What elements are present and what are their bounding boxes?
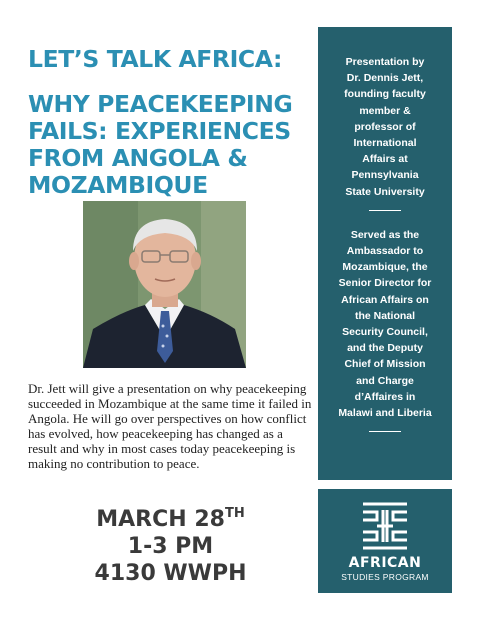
event-location: 4130 WWPH: [94, 561, 247, 586]
presenter-line: Presentation by: [345, 56, 425, 68]
bio-line: Security Council,: [342, 326, 428, 339]
bio-line: Ambassador to: [346, 245, 424, 258]
event-description: Dr. Jett will give a presentation on why peacekeeping succeeded in Mozambique at the same time it failed in Angola. He will go over perspectives on how conflict has evolved, how peacekeeping has changed as a result and why in most cases today peacekeeping is making no contribution to peace.: [28, 381, 312, 472]
event-details: [28, 500, 313, 587]
speaker-photo: [83, 201, 246, 368]
bio-line: African Affairs on: [341, 293, 429, 306]
logo-name: AFRICAN: [348, 555, 422, 571]
presenter-line: Pennsylvania: [351, 169, 419, 182]
bio-line: d’Affaires in: [354, 390, 416, 403]
speaker-sidebar: [318, 27, 452, 480]
sidebar-divider: [369, 210, 401, 211]
speaker-bio: [326, 227, 444, 421]
event-date-text: MARCH 28: [96, 507, 225, 532]
bio-line: and the Deputy: [347, 342, 423, 355]
speaker-portrait-image: [83, 201, 246, 368]
presenter-line: professor of: [354, 120, 416, 133]
presenter-line: founding faculty: [344, 88, 426, 101]
bio-line: the National: [354, 309, 416, 322]
bio-line: Malawi and Liberia: [338, 407, 432, 420]
talk-title-line-2: FAILS: EXPERIENCES: [28, 117, 291, 145]
presenter-line: International: [353, 137, 417, 150]
event-date-suffix: TH: [224, 506, 245, 521]
presenter-line: member &: [359, 104, 411, 117]
event-time: 1-3 PM: [127, 534, 214, 559]
presenter-line: Affairs at: [362, 153, 408, 166]
event-date: [28, 500, 313, 533]
presenter-line: State University: [345, 185, 425, 198]
bio-line: and Charge: [356, 374, 414, 387]
bio-line: Chief of Mission: [344, 358, 426, 371]
headline: [28, 46, 313, 199]
series-title: LET’S TALK AFRICA:: [28, 45, 282, 73]
african-studies-emblem-icon: [359, 500, 411, 552]
talk-title-line-1: WHY PEACEKEEPING: [28, 90, 293, 118]
talk-title-line-4: MOZAMBIQUE: [28, 171, 208, 199]
logo-subtitle: STUDIES PROGRAM: [341, 572, 429, 582]
presenter-line: Dr. Dennis Jett,: [346, 72, 424, 85]
presenter-info: [326, 54, 444, 200]
sidebar-divider: [369, 431, 401, 432]
talk-title-line-3: FROM ANGOLA &: [28, 144, 248, 172]
bio-line: Served as the: [350, 228, 420, 241]
bio-line: Senior Director for: [338, 277, 432, 290]
african-studies-logo: [318, 489, 452, 593]
bio-line: Mozambique, the: [342, 261, 428, 274]
